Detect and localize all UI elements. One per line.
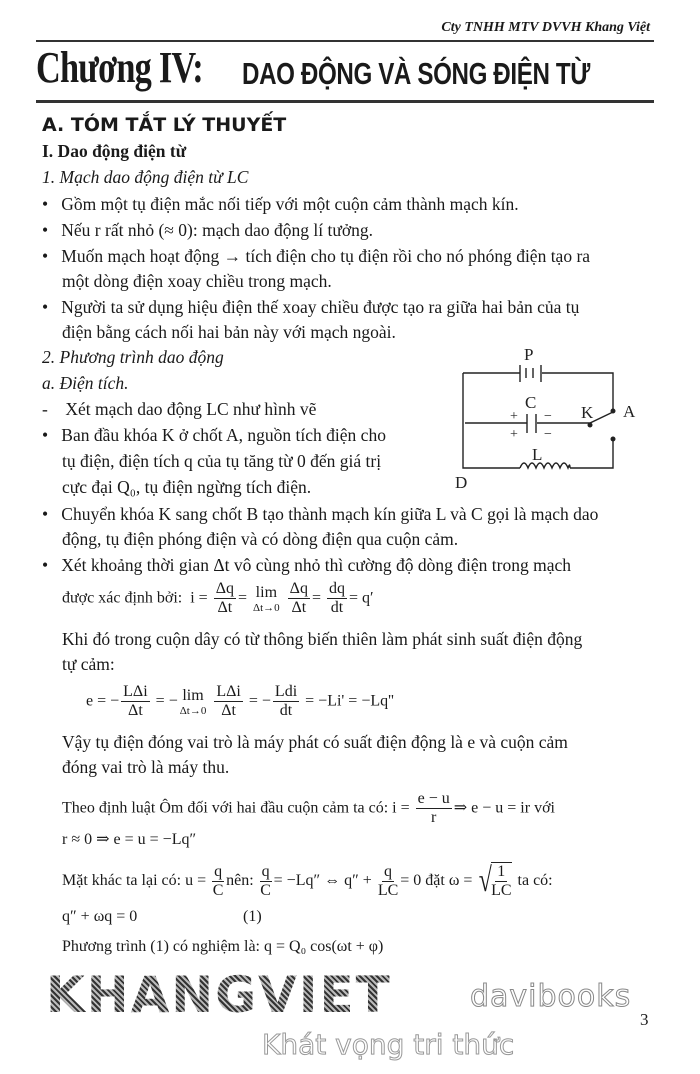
label-l: L: [532, 445, 543, 464]
label-k: K: [581, 403, 594, 422]
formula-solution: Phương trình (1) có nghiệm là: q = Q₀ cos(ωt + φ): [62, 938, 384, 955]
formula-line: q″ + ωq = 0: [62, 908, 138, 925]
title-rule: [36, 100, 654, 103]
formula-ohm: Theo định luật Ôm đối với hai đầu cuộn cảm ta có: i = $\frac{e - u}{r}$ ⇒ e − u = ir với: [62, 790, 555, 827]
minus-sign: −: [544, 409, 552, 424]
paragraph-line: Khi đó trong cuộn dây có từ thông biến thiên làm phát sinh suất điện động: [62, 629, 583, 649]
subsection-heading: 1. Mạch dao động điện từ LC: [42, 167, 249, 187]
bullet-item: • Muốn mạch hoạt động → tích điện cho tụ điện rồi cho nó phóng điện tạo ra: [42, 246, 591, 266]
bullet-continuation: một dòng điện xoay chiều trong mạch.: [62, 271, 332, 291]
part-heading: I. Dao động điện từ: [42, 141, 187, 161]
bullet-continuation: động, tụ điện phóng điện và có dòng điện qua cuộn cảm.: [62, 529, 459, 549]
label-d: D: [455, 473, 468, 492]
publisher-logo: KHANGVIET: [46, 966, 392, 1024]
slogan: Khát vọng tri thức: [262, 1028, 515, 1061]
plus-sign: +: [510, 427, 518, 442]
minus-sign: −: [544, 427, 552, 442]
bullet-continuation: cực đại Q₀, tụ điện ngừng tích điện.: [62, 477, 312, 497]
bullet-item: • Chuyển khóa K sang chốt B tạo thành mạch kín giữa L và C gọi là mạch dao: [42, 504, 599, 524]
bullet-item: • Nếu r rất nhỏ (≈ 0): mạch dao động lí tưởng.: [42, 220, 373, 240]
paragraph-line: tự cảm:: [62, 654, 115, 674]
bullet-item: • Gồm một tụ điện mắc nối tiếp với một cuộn cảm thành mạch kín.: [42, 194, 519, 214]
bullet-continuation: điện bằng cách nối hai bản này với mạch ngoài.: [62, 322, 396, 342]
label-a: A: [623, 402, 636, 421]
page-number: 3: [640, 1010, 649, 1029]
dash-item: - Xét mạch dao động LC như hình vẽ: [42, 399, 317, 419]
sub-subsection: a. Điện tích.: [42, 373, 129, 393]
label-p: P: [524, 345, 534, 364]
bullet-item: • Xét khoảng thời gian Δt vô cùng nhỏ thì cường độ dòng điện trong mạch: [42, 555, 571, 575]
chapter-title: DAO ĐỘNG VÀ SÓNG ĐIỆN TỪ: [242, 56, 590, 91]
plus-sign: +: [510, 409, 518, 424]
subsection-heading: 2. Phương trình dao động: [42, 347, 224, 367]
bullet-item: • Người ta sử dụng hiệu điện thế xoay chiều được tạo ra giữa hai bản của tụ: [42, 297, 580, 317]
chapter-label: Chương IV:: [36, 43, 203, 92]
section-heading: A. TÓM TẮT LÝ THUYẾT: [42, 114, 287, 136]
paragraph-line: Vậy tụ điện đóng vai trò là máy phát có suất điện động là e và cuộn cảm: [62, 732, 568, 752]
bullet-continuation: tụ điện, điện tích q của tụ tăng từ 0 đến giá trị: [62, 451, 382, 471]
formula-current: được xác định bởi: i = $\frac{\Delta q}{\Delta t}$ = lim Δt→0 $\frac{\Delta q}{\Delta t}$ = $\frac{dq}{dt}$ = q′: [62, 580, 374, 617]
equation-number: (1): [243, 908, 262, 925]
formula-line: r ≈ 0 ⇒ e = u = −Lq″: [62, 831, 197, 848]
formula-emf: e = − $\frac{\text{LΔi}}{\Delta t}$ = − lim Δt→0 $\frac{\text{LΔi}}{\Delta t}$ = − $\frac{\text{Ldi}}{dt}$ = −Li' = −Lq'': [86, 683, 394, 720]
bullet-item: • Ban đầu khóa K ở chốt A, nguồn tích điện cho: [42, 425, 386, 445]
label-c: C: [525, 393, 537, 412]
watermark: davibooks: [470, 979, 632, 1014]
formula-equation: Mặt khác ta lại có: u = $\frac{q}{C}$ nên: $\frac{q}{C}$ = −Lq″ ⇔ q″ + $\frac{q}{LC}$ = 0 đặt ω = √ $\frac{1}{LC}$ ta có:: [62, 862, 553, 900]
paragraph-line: đóng vai trò là máy thu.: [62, 757, 230, 777]
lc-circuit-diagram: [440, 340, 680, 500]
publisher-header: Cty TNHH MTV DVVH Khang Việt: [441, 20, 650, 35]
